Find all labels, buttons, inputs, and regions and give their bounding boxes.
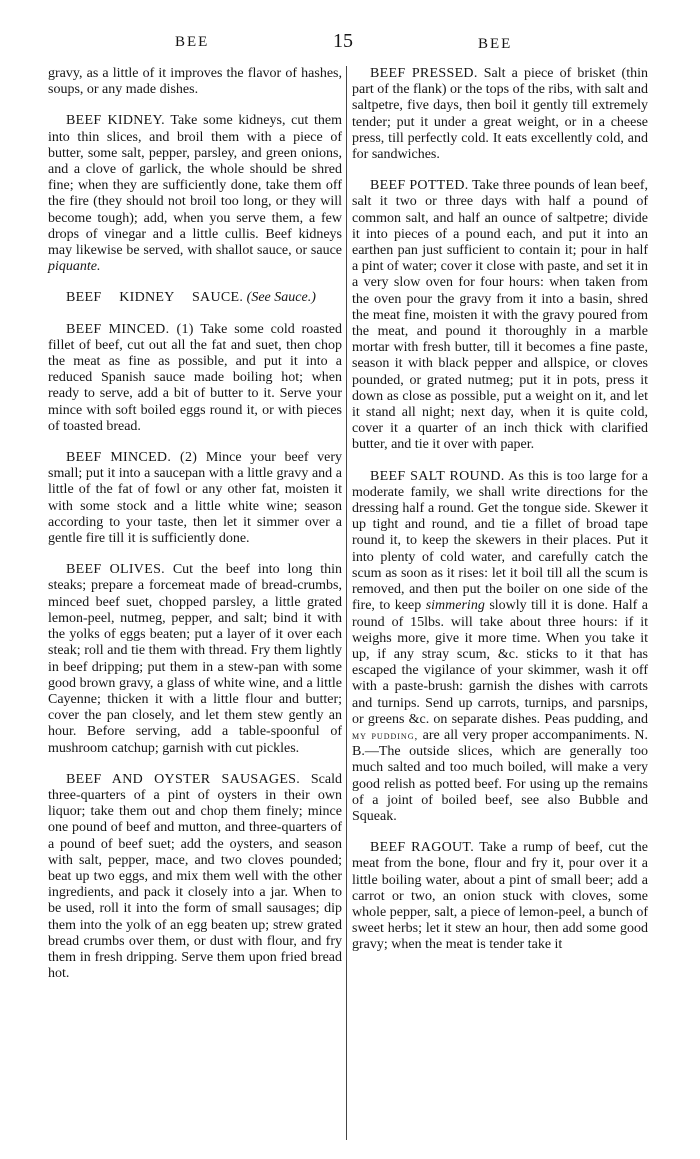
entry-beef-oyster-sausages	[48, 772, 342, 983]
entry-small-caps: my pudding,	[352, 729, 419, 742]
entry-heading: BEEF MINCED. (1)	[66, 321, 194, 337]
entry-body: Take some cold roasted fillet of beef, cut out all the fat and suet, then chop the meat as fine as possible, and put it into a reduced Spanish sauce made boiling hot; when ready to serve, add a bit of butter to it. Serve your mince with soft boiled eggs round it, or with pieces of toasted bread.	[48, 321, 342, 434]
entry-beef-minced-2	[48, 450, 342, 547]
entry-heading: BEEF RAGOUT.	[370, 840, 475, 856]
entry-heading: BEEF POTTED.	[370, 178, 469, 194]
left-column	[48, 66, 342, 997]
entry-beef-potted	[352, 178, 648, 453]
header-left-word: BEE	[175, 34, 210, 50]
entry-body: Cut the beef into long thin steaks; prepare a forcemeat made of bread-crumbs, minced beef suet, chopped parsley, a little grated lemon-peel, nutmeg, pepper, and salt; bind it with the yolks of eggs beaten; put a layer of it over each steak; roll and tie them with thread. Fry them lightly in beef dripping; put them in a stew-pan with some good brown gravy, a glass of white wine, and a little Cayenne; thicken it with a little flour and butter; cover the pan closely, and let them stew gently an hour. Before serving, add a table-spoonful of mushroom catchup; garnish with cut pickles.	[48, 562, 342, 756]
entry-beef-ragout	[352, 840, 648, 953]
entry-heading: BEEF OLIVES.	[66, 562, 165, 578]
entry-heading: BEEF KIDNEY SAUCE.	[66, 290, 244, 306]
entry-heading: BEEF SALT ROUND.	[370, 468, 505, 484]
entry-body: As this is too large for a moderate family, we shall write directions for the dressing half a round. Get the tongue side. Skewer it up tight and round, and tie a fillet of broad tape round it, to keep the skewers in their places. Put it into plenty of cold water, and carefully catch the scum as soon as it rises: let it boil till all the scum is removed, and then put the boiler on one side of the fire, to keep	[352, 468, 648, 614]
entry-beef-salt-round	[352, 469, 648, 825]
entry-heading: BEEF MINCED. (2)	[66, 450, 198, 466]
header-right-word: BEE	[478, 36, 513, 52]
entry-body: Take three pounds of lean beef, salt it two or three days with half a pound of common salt, and half an ounce of saltpetre; divide it into pieces of a pound each, and put it into an earthen pan just sufficient to contain it; pour in half a pint of water; cover it close with paste, and set it in a very slow oven for four hours: when taken from the oven pour the gravy from it into a basin, shred the meat fine, moisten it with the gravy poured from the meat, and pound it thoroughly in a marble mortar with fresh butter, till it becomes a fine paste, season it with black pepper and allspice, or cloves pounded, or grated nutmeg; put it in pots, press it down as close as possible, put a weight on it, and let it stand all night; next day, when it is quite cold, cover it a quarter of an inch thick with clarified butter, and tie it over with paper.	[352, 178, 649, 453]
entry-beef-kidney-sauce	[48, 290, 342, 306]
continuation-text: gravy, as a little of it improves the flavor of hashes, soups, or any made dishes.	[48, 66, 342, 98]
entry-heading: BEEF KIDNEY.	[66, 113, 165, 129]
entry-body: Take a rump of beef, cut the meat from the bone, flour and fry it, pour over it a little boiling water, about a pint of small beer; add a carrot or two, an onion stuck with cloves, some whole pepper, salt, a piece of lemon-peel, a bunch of sweet herbs; let it stew an hour, then add some good gravy; when the meat is tender take it	[352, 840, 648, 953]
entry-body: Take some kidneys, cut them into thin slices, and broil them with a piece of butter, some salt, pepper, parsley, and green onions, and a clove of garlick, the whole should be shred fine; when they are sufficiently done, take them off the fire (they should not broil too long, or they will become tough); add, when you serve them, a few drops of vinegar and a little cullis. Beef kidneys may likewise be served, with shallot sauce, or sauce	[48, 113, 342, 259]
entry-body: Scald three-quarters of a pint of oysters in their own liquor; take them out and chop them finely; mince one pound of beef and mutton, and three-quarters of a pound of beef suet; add the oysters, and season with salt, pepper, mace, and two cloves pounded; beat up two eggs, and mix them well with the other ingredients, and pack it closely into a jar. When to be used, roll it into the form of small sausages; dip them into the yolk of an egg beaten up; strew grated bread crumbs over them, or dust with flour, and fry them in fresh dripping. Serve them upon fried bread hot.	[48, 771, 342, 982]
entry-heading: BEEF AND OYSTER SAUSAGES.	[66, 771, 301, 787]
page-number: 15	[333, 30, 353, 52]
entry-heading: BEEF PRESSED.	[370, 66, 478, 81]
entry-body-continued: slowly till it is done. Half a round of 15lbs. will take about three hours: if it weighs more, give it more time. When you take it up, if any stray scum, &c. sticks to it that has escaped the vigilance of your skimmer, wash it off with a paste-brush: garnish the dishes with carrots and turnips. Send up carrots, turnips, and parsnips, or greens &c. on separate dishes. Peas pudding, and	[352, 598, 649, 727]
entry-emphasis: piquante.	[48, 259, 101, 275]
entry-beef-pressed	[352, 66, 648, 163]
entry-beef-minced-1	[48, 322, 342, 435]
right-column	[352, 66, 648, 969]
entry-body: (See Sauce.)	[246, 290, 316, 306]
entry-beef-kidney	[48, 113, 342, 275]
running-header	[0, 30, 700, 60]
column-divider	[346, 66, 347, 1140]
entry-body: Mince your beef very small; put it into a saucepan with a little gravy and a little of the fat of fowl or any other fat, moisten it with some stock and a little white wine; season according to your taste, then let it simmer over a gentle fire till it is sufficiently done.	[48, 450, 342, 547]
entry-beef-olives	[48, 562, 342, 756]
entry-body: Salt a piece of brisket (thin part of the flank) or the tops of the ribs, with salt and saltpetre, five days, then boil it gently till extremely tender; put it under a great weight, or in a cheese press, till perfectly cold. It eats excellently cold, and for sandwiches.	[352, 66, 648, 163]
entry-body-end: are all very proper accompaniments. N. B.—The outside slices, which are generally too much salted and too much boiled, will make a very good relish as potted beef. For using up the remains of a joint of boiled beef, see also Bubble and Squeak.	[352, 727, 649, 824]
entry-emphasis: simmering	[425, 598, 485, 614]
